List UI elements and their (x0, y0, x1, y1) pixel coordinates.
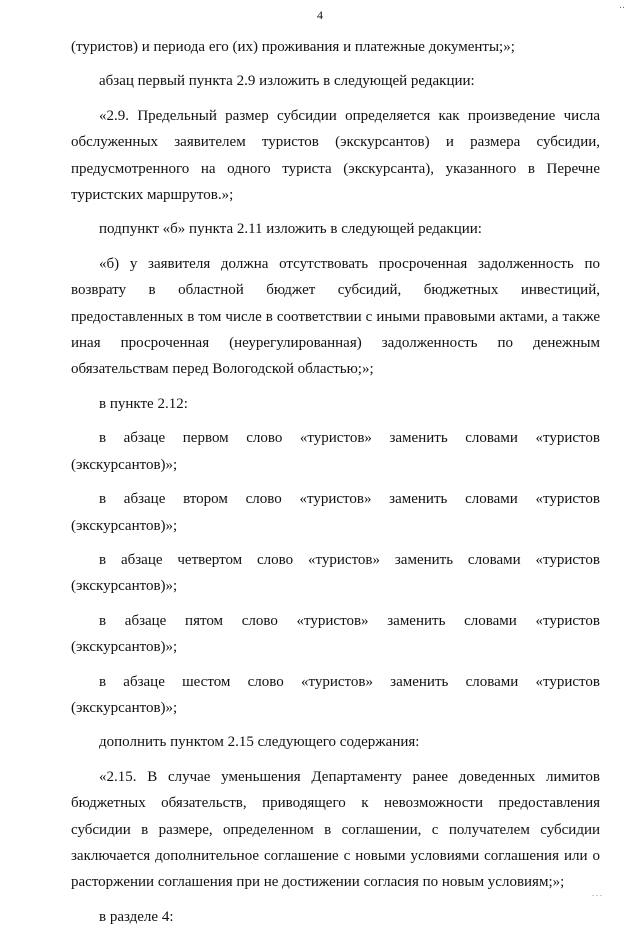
paragraph-section-4-intro: в разделе 4: (99, 908, 174, 925)
paragraph-2-15-text: «2.15. В случае уменьшения Департаменту ранее доведенных лимитов бюджетных обязательств, приводящего к невозможности предоставления субсидии в размере, определенном в соглашении, с получателем субсидии заключается дополнительное соглашение с новыми условиями соглашения или о расторжении соглашения при не достижении согласия по новым условиям;»; (71, 768, 600, 891)
document-body (71, 34, 600, 930)
paragraph-continuation: (туристов) и периода его (их) проживания и платежные документы;»; (71, 39, 515, 55)
paragraph-2-11-b-text: «б) у заявителя должна отсутствовать просроченная задолженность по возврату в областной бюджет субсидий, бюджетных инвестиций, предоставленных в том числе в соответствии с иными правовыми актами, а также иная просроченная (неурегулированная) задолженность по денежным обязательствам перед Вологодской областью;»; (71, 255, 600, 378)
scan-artifact-bottom: ... (592, 889, 604, 898)
paragraph-2-12-sixth: в абзаце шестом слово «туристов» заменить словами «туристов (экскурсантов)»; (71, 673, 600, 716)
paragraph-2-12-intro: в пункте 2.12: (99, 395, 188, 412)
scan-artifact-top: ‥ (618, 0, 626, 10)
paragraph-amend-2-11-intro: подпункт «б» пункта 2.11 изложить в следующей редакции: (99, 221, 482, 238)
paragraph-add-2-15-intro: дополнить пунктом 2.15 следующего содержания: (99, 734, 420, 751)
paragraph-2-9-text: «2.9. Предельный размер субсидии определяется как произведение числа обслуженных заявителем туристов (экскурсантов) и размера субсидии, предусмотренного на одного туриста (экскурсанта), указанного в Перечне туристских маршрутов.»; (71, 107, 600, 204)
paragraph-2-12-second: в абзаце втором слово «туристов» заменить словами «туристов (экскурсантов)»; (71, 491, 600, 534)
page-number: 4 (317, 8, 323, 22)
paragraph-amend-2-9-intro: абзац первый пункта 2.9 изложить в следующей редакции: (99, 73, 475, 90)
paragraph-2-12-fourth: в абзаце четвертом слово «туристов» заменить словами «туристов (экскурсантов)»; (71, 551, 600, 595)
paragraph-2-12-fifth: в абзаце пятом слово «туристов» заменить словами «туристов (экскурсантов)»; (71, 612, 600, 656)
paragraph-2-12-first: в абзаце первом слово «туристов» заменить словами «туристов (экскурсантов)»; (71, 430, 600, 473)
